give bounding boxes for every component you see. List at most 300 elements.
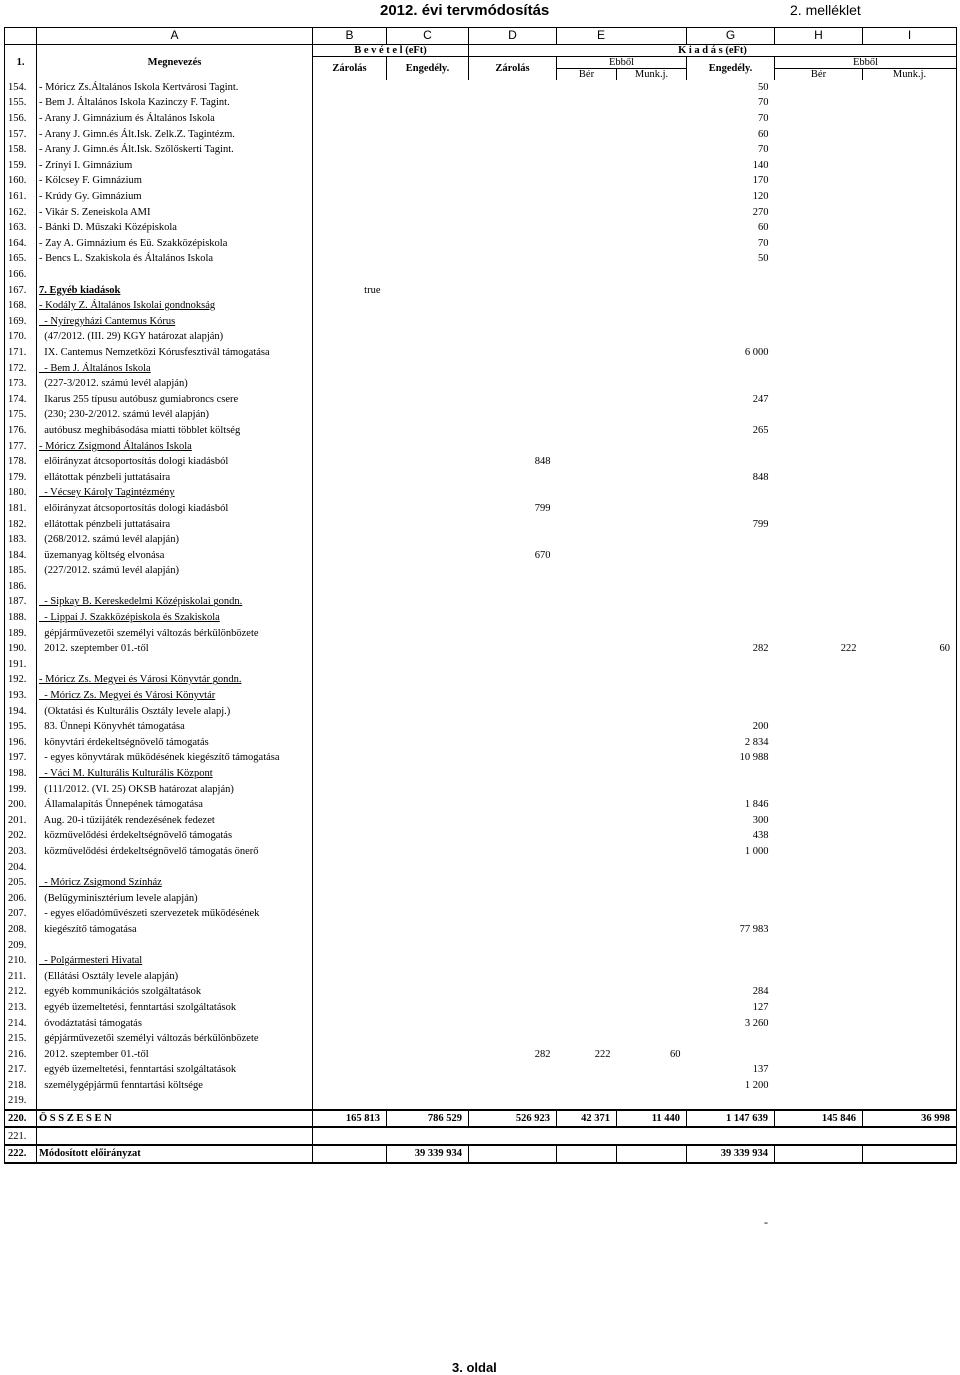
cell-d: [469, 376, 557, 392]
cell-d: [469, 236, 557, 252]
row-number: 214.: [5, 1015, 37, 1031]
cell-d: [469, 719, 557, 735]
cell-g: 2 834: [744, 736, 769, 748]
cell-e: [557, 610, 617, 626]
cell-g: [687, 766, 775, 782]
cell-b: [313, 594, 387, 610]
cell-h: [775, 189, 863, 205]
cell-f: [617, 968, 687, 984]
cell-c: [387, 922, 469, 938]
cell-d: [469, 968, 557, 984]
table-row: [5, 236, 957, 252]
cell-d: [469, 610, 557, 626]
table-row: [5, 719, 957, 735]
cell-g: 137: [752, 1064, 769, 1076]
cell-e: [557, 579, 617, 595]
cell-g: [687, 314, 775, 330]
table-row: [5, 173, 957, 189]
cell-f: [617, 1093, 687, 1110]
row-description: [37, 859, 313, 875]
cell-b: [313, 204, 387, 220]
table-row: [5, 828, 957, 844]
cell-f: [617, 828, 687, 844]
row-description: 7. Egyéb kiadások: [37, 282, 313, 298]
cell-f: [617, 547, 687, 563]
row-number: 179.: [5, 469, 37, 485]
cell-f: [617, 594, 687, 610]
cell-f: [617, 703, 687, 719]
cell-i: [863, 158, 957, 174]
row-description: előirányzat átcsoportosítás dologi kiadásból: [37, 501, 313, 517]
document-title: 2012. évi tervmódosítás: [380, 2, 550, 19]
cell-e: [557, 298, 617, 314]
cell-f: [617, 360, 687, 376]
cell-d: [469, 594, 557, 610]
cell-b: [313, 407, 387, 423]
cell-i: [863, 953, 957, 969]
cell-g: [687, 1046, 775, 1062]
cell-d: [469, 657, 557, 673]
cell-b: [313, 641, 387, 657]
cell-c: [387, 703, 469, 719]
row-description: (47/2012. (III. 29) KGY határozat alapján): [37, 329, 313, 345]
cell-g: [687, 937, 775, 953]
cell-h: [775, 142, 863, 158]
row-number: 205.: [5, 875, 37, 891]
cell-f: [617, 220, 687, 236]
cell-e: [557, 438, 617, 454]
col-letter-g: G: [687, 28, 775, 45]
cell-f: [617, 95, 687, 111]
cell-f: [617, 766, 687, 782]
row-description: - Móricz Zsigmond Általános Iskola: [37, 438, 313, 454]
cell-e: [557, 641, 617, 657]
row-description: - Bencs L. Szakiskola és Általános Iskola: [37, 251, 313, 267]
cell-d: [469, 625, 557, 641]
cell-e: [557, 672, 617, 688]
cell-b: [313, 890, 387, 906]
cell-e: [557, 922, 617, 938]
cell-i: [863, 797, 957, 813]
cell-f: [617, 922, 687, 938]
cell-g: 77 983: [739, 923, 769, 935]
cell-h: [775, 890, 863, 906]
row-number: 195.: [5, 719, 37, 735]
cell-h: [775, 126, 863, 142]
cell-g: 247: [752, 393, 769, 405]
cell-b: [313, 813, 387, 829]
cell-g: [687, 282, 775, 298]
cell-f: [617, 563, 687, 579]
row-description: egyéb üzemeltetési, fenntartási szolgáltatások: [37, 1000, 313, 1016]
cell-h: [775, 688, 863, 704]
cell-c: [387, 516, 469, 532]
row-description: - Vikár S. Zeneiskola AMI: [37, 204, 313, 220]
total-b: 165 813: [313, 1110, 387, 1128]
cell-d: [469, 781, 557, 797]
cell-h: [775, 579, 863, 595]
cell-d: [469, 750, 557, 766]
cell-c: [387, 594, 469, 610]
cell-g: 70: [758, 113, 769, 125]
cell-b: [313, 95, 387, 111]
cell-h: [775, 267, 863, 283]
cell-d: [469, 813, 557, 829]
cell-c: [387, 454, 469, 470]
cell-b: [313, 251, 387, 267]
table-row: [5, 501, 957, 517]
cell-e: [557, 391, 617, 407]
cell-c: [387, 80, 469, 96]
cell-e: [557, 267, 617, 283]
cell-b: [313, 189, 387, 205]
cell-d: [469, 111, 557, 127]
cell-i: [863, 173, 957, 189]
cell-h: [775, 547, 863, 563]
cell-d: [469, 672, 557, 688]
cell-i: [863, 360, 957, 376]
row-description: - egyes könyvtárak működésének kiegészítő támogatása: [37, 750, 313, 766]
cell-g: [687, 594, 775, 610]
cell-h: [775, 469, 863, 485]
cell-g: 300: [752, 814, 769, 826]
cell-i: [863, 688, 957, 704]
cell-i: [863, 1046, 957, 1062]
row-description: ellátottak pénzbeli juttatásaira: [37, 516, 313, 532]
cell-h: [775, 875, 863, 891]
cell-h: [775, 438, 863, 454]
cell-g: 265: [752, 424, 769, 436]
header-bevetel: B e v é t e l (eFt): [313, 44, 469, 56]
cell-h: [775, 657, 863, 673]
cell-d: [469, 267, 557, 283]
row-number: 202.: [5, 828, 37, 844]
cell-d: [469, 1031, 557, 1047]
row-description: gépjárművezetői személyi változás bérkülönbözete: [37, 625, 313, 641]
cell-c: [387, 906, 469, 922]
cell-e: [557, 501, 617, 517]
row-description: [37, 937, 313, 953]
col-letter-b: B: [313, 28, 387, 45]
cell-e: [557, 95, 617, 111]
table-row: [5, 345, 957, 361]
cell-h: [775, 501, 863, 517]
cell-f: [617, 984, 687, 1000]
table-row: [5, 610, 957, 626]
row-description: - Bem J. Általános Iskola: [37, 360, 313, 376]
table-row: [5, 984, 957, 1000]
cell-i: [863, 407, 957, 423]
cell-g: 140: [752, 159, 769, 171]
cell-e: [557, 126, 617, 142]
cell-g: [687, 407, 775, 423]
cell-e: [557, 485, 617, 501]
cell-f: [617, 532, 687, 548]
cell-i: [863, 236, 957, 252]
cell-b: [313, 610, 387, 626]
row-number: 164.: [5, 236, 37, 252]
cell-h: [775, 953, 863, 969]
cell-i: [863, 314, 957, 330]
row-number: 184.: [5, 547, 37, 563]
col-letter-a: A: [37, 28, 313, 45]
cell-c: [387, 501, 469, 517]
row-number: 175.: [5, 407, 37, 423]
cell-d: [469, 469, 557, 485]
cell-b: [313, 797, 387, 813]
cell-i: [863, 813, 957, 829]
cell-d: [469, 298, 557, 314]
row-number: 166.: [5, 267, 37, 283]
cell-g: [687, 968, 775, 984]
cell-g: 10 988: [739, 752, 769, 764]
cell-e: [557, 766, 617, 782]
cell-e: [557, 158, 617, 174]
table-row: [5, 282, 957, 298]
cell-b: [313, 922, 387, 938]
cell-e: [557, 547, 617, 563]
cell-h: [775, 937, 863, 953]
cell-i: [863, 1031, 957, 1047]
cell-b: [313, 906, 387, 922]
table-row: [5, 672, 957, 688]
cell-g: [687, 953, 775, 969]
row-number: 159.: [5, 158, 37, 174]
cell-i: [863, 875, 957, 891]
cell-h: [775, 454, 863, 470]
cell-b: [313, 516, 387, 532]
cell-d: [469, 703, 557, 719]
header-ber-e: Bér: [557, 68, 617, 80]
cell-h: [775, 563, 863, 579]
cell-e: [557, 1015, 617, 1031]
cell-b: [313, 828, 387, 844]
cell-h: [775, 1046, 863, 1062]
cell-g: 282: [752, 643, 769, 655]
cell-b: [313, 1062, 387, 1078]
cell-f: [617, 376, 687, 392]
cell-b: [313, 750, 387, 766]
row-description: - Polgármesteri Hivatal: [37, 953, 313, 969]
cell-d: [469, 984, 557, 1000]
row-description: (Oktatási és Kulturális Osztály levele alapj.): [37, 703, 313, 719]
row-description: - Lippai J. Szakközépiskola és Szakiskola: [37, 610, 313, 626]
row-number: 165.: [5, 251, 37, 267]
cell-f: [617, 797, 687, 813]
total-f: 11 440: [617, 1110, 687, 1128]
cell-e: 222: [594, 1048, 611, 1060]
cell-d: [469, 204, 557, 220]
cell-f: [617, 142, 687, 158]
cell-g: [687, 485, 775, 501]
cell-d: [469, 1093, 557, 1110]
cell-i: [863, 547, 957, 563]
total-row: [5, 1110, 957, 1128]
cell-c: [387, 828, 469, 844]
cell-h: [775, 345, 863, 361]
cell-i: [863, 937, 957, 953]
cell-e: [557, 220, 617, 236]
cell-i: [863, 532, 957, 548]
row-number: 155.: [5, 95, 37, 111]
cell-f: [617, 610, 687, 626]
cell-d: [469, 890, 557, 906]
table-row: [5, 454, 957, 470]
table-row: [5, 314, 957, 330]
cell-c: [387, 111, 469, 127]
row-description: - Bánki D. Műszaki Középiskola: [37, 220, 313, 236]
cell-b: [313, 80, 387, 96]
cell-d: [469, 641, 557, 657]
cell-c: [387, 360, 469, 376]
cell-d: [469, 345, 557, 361]
row-number: 169.: [5, 314, 37, 330]
cell-g: [687, 267, 775, 283]
cell-f: [617, 875, 687, 891]
cell-c: [387, 657, 469, 673]
cell-f: [617, 173, 687, 189]
row-number: 201.: [5, 813, 37, 829]
cell-b: [313, 719, 387, 735]
cell-f: [617, 111, 687, 127]
row-description: - Zay A. Gimnázium és Eü. Szakközépiskola: [37, 236, 313, 252]
table-row: [5, 298, 957, 314]
cell-h: [775, 376, 863, 392]
cell-f: [617, 1062, 687, 1078]
cell-b: [313, 298, 387, 314]
cell-i: [863, 735, 957, 751]
cell-g: 170: [752, 175, 769, 187]
cell-b: [313, 1015, 387, 1031]
cell-f: [617, 1031, 687, 1047]
cell-h: [775, 158, 863, 174]
header-munkj-f: Munk.j.: [617, 68, 687, 80]
cell-d: [469, 126, 557, 142]
cell-b: [313, 236, 387, 252]
cell-f: [617, 189, 687, 205]
cell-i: [863, 142, 957, 158]
cell-c: [387, 126, 469, 142]
row-description: ellátottak pénzbeli juttatásaira: [37, 469, 313, 485]
row-description: - Móricz Zs. Megyei és Városi Könyvtár gondn.: [37, 672, 313, 688]
trailing-dash: -: [764, 1215, 768, 1229]
cell-f: [617, 579, 687, 595]
cell-e: [557, 859, 617, 875]
table-row: [5, 766, 957, 782]
cell-d: [469, 859, 557, 875]
cell-d: [469, 1062, 557, 1078]
row-number: 156.: [5, 111, 37, 127]
cell-g: [687, 703, 775, 719]
cell-d: [469, 579, 557, 595]
table-row: [5, 641, 957, 657]
header-zarolas-d: Zárolás: [469, 56, 557, 80]
cell-f: [617, 267, 687, 283]
row-description: Államalapítás Ünnepének támogatása: [37, 797, 313, 813]
cell-f: [617, 391, 687, 407]
cell-c: [387, 563, 469, 579]
row-number: 207.: [5, 906, 37, 922]
row-number: 171.: [5, 345, 37, 361]
cell-c: [387, 204, 469, 220]
cell-e: [557, 719, 617, 735]
row-number: 211.: [5, 968, 37, 984]
cell-i: [863, 844, 957, 860]
cell-d: [469, 251, 557, 267]
row-number: 154.: [5, 80, 37, 96]
cell-f: [617, 813, 687, 829]
cell-b: [313, 501, 387, 517]
cell-h: [775, 766, 863, 782]
row-description: - Váci M. Kulturális Kulturális Központ: [37, 766, 313, 782]
cell-h: [775, 1062, 863, 1078]
col-letter-c: C: [387, 28, 469, 45]
row-description: - Móricz Zs. Megyei és Városi Könyvtár: [37, 688, 313, 704]
cell-e: [557, 189, 617, 205]
cell-h: 222: [840, 643, 857, 655]
cell-i: [863, 657, 957, 673]
cell-i: [863, 859, 957, 875]
cell-i: [863, 469, 957, 485]
table-row: [5, 906, 957, 922]
cell-g: [687, 657, 775, 673]
cell-i: [863, 922, 957, 938]
cell-c: [387, 469, 469, 485]
cell-c: [387, 1000, 469, 1016]
cell-e: [557, 813, 617, 829]
table-row: [5, 516, 957, 532]
cell-e: [557, 236, 617, 252]
cell-c: [387, 984, 469, 1000]
row-description: - Móricz Zsigmond Színház: [37, 875, 313, 891]
row-number: 186.: [5, 579, 37, 595]
cell-i: [863, 1062, 957, 1078]
cell-i: [863, 1078, 957, 1094]
cell-b: [313, 625, 387, 641]
cell-f: [617, 80, 687, 96]
table-row: [5, 1015, 957, 1031]
cell-i: [863, 1015, 957, 1031]
cell-i: [863, 766, 957, 782]
cell-h: [775, 672, 863, 688]
table-row: [5, 688, 957, 704]
row-description: óvodáztatási támogatás: [37, 1015, 313, 1031]
cell-e: [557, 563, 617, 579]
cell-g: [687, 376, 775, 392]
row-number: 213.: [5, 1000, 37, 1016]
cell-c: [387, 844, 469, 860]
cell-d: [469, 828, 557, 844]
cell-c: [387, 1031, 469, 1047]
row-description: - Krúdy Gy. Gimnázium: [37, 189, 313, 205]
row-description: IX. Cantemus Nemzetközi Kórusfesztivál támogatása: [37, 345, 313, 361]
cell-g: 6 000: [744, 346, 769, 358]
cell-h: [775, 1000, 863, 1016]
cell-f: [617, 953, 687, 969]
cell-d: [469, 937, 557, 953]
cell-c: [387, 766, 469, 782]
header-zarolas-b: Zárolás: [313, 56, 387, 80]
table-row: [5, 532, 957, 548]
row-description: [37, 267, 313, 283]
cell-c: [387, 859, 469, 875]
cell-i: [863, 781, 957, 797]
table-row: [5, 438, 957, 454]
cell-d: [469, 688, 557, 704]
cell-b: [313, 485, 387, 501]
row-description: [37, 1093, 313, 1110]
table-row: [5, 735, 957, 751]
